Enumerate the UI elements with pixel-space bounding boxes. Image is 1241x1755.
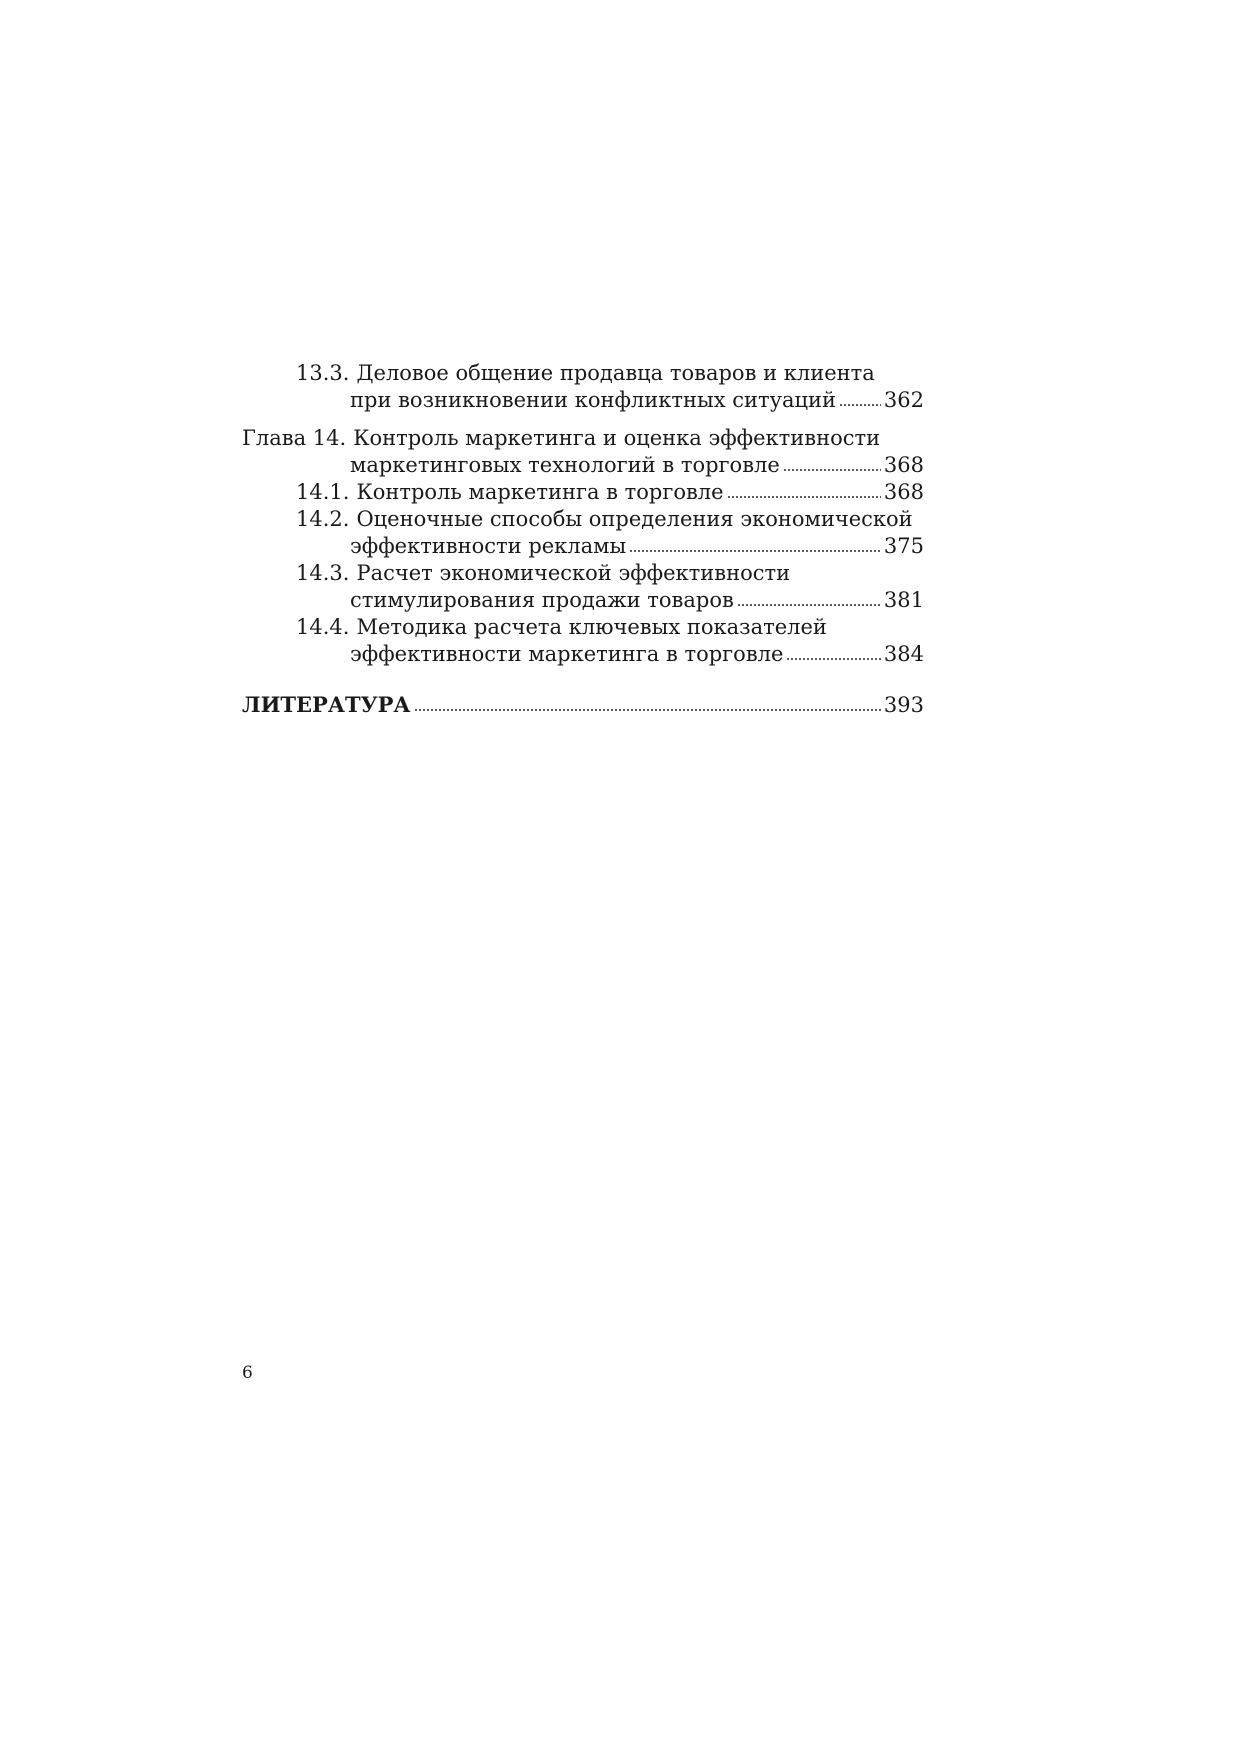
toc-entry-literature: [242, 691, 924, 719]
toc-entry-13-3: [242, 360, 924, 414]
page-number: 6: [242, 1363, 253, 1383]
dot-leader: [414, 698, 881, 712]
dot-leader: [727, 485, 881, 499]
page-ref: 368: [883, 480, 924, 504]
table-of-contents: [242, 360, 924, 719]
section-number: 14.4.: [296, 615, 350, 639]
dot-leader: [783, 458, 881, 472]
chapter-title-line-1: Контроль маркетинга и оценка эффективности: [353, 426, 881, 450]
literature-title: ЛИТЕРАТУРА: [242, 692, 411, 717]
toc-entry-14-1: [242, 479, 924, 506]
dot-leader: [839, 393, 881, 407]
section-number: 14.2.: [296, 507, 350, 531]
toc-entry-14-4: [242, 614, 924, 668]
dot-leader: [786, 647, 880, 661]
section-title-line-2: при возникновении конфликтных ситуаций: [350, 388, 836, 412]
toc-entry-14-2: [242, 506, 924, 560]
page-ref: 362: [883, 388, 924, 412]
section-number: 14.1.: [296, 480, 350, 504]
toc-entry-chapter-14: [242, 425, 924, 479]
section-title-line-1: Расчет экономической эффективности: [356, 561, 791, 585]
chapter-title-line-2: маркетинговых технологий в торговле: [350, 453, 780, 477]
page-ref: 384: [883, 642, 924, 666]
section-number: 14.3.: [296, 561, 350, 585]
section-title-line-1: Методика расчета ключевых показателей: [356, 615, 827, 639]
chapter-number: Глава 14.: [242, 426, 347, 450]
page-ref: 393: [883, 693, 924, 717]
dot-leader: [737, 593, 881, 607]
section-title-line-2: эффективности рекламы: [350, 534, 627, 558]
section-title-line-2: эффективности маркетинга в торговле: [350, 642, 784, 666]
page-ref: 381: [883, 588, 924, 612]
page-ref: 368: [883, 453, 924, 477]
page-ref: 375: [883, 534, 924, 558]
section-number: 13.3.: [296, 361, 350, 385]
section-title-line-1: Оценочные способы определения экономической: [356, 507, 913, 531]
section-title-line-2: стимулирования продажи товаров: [350, 588, 734, 612]
section-title-line-1: Деловое общение продавца товаров и клиента: [356, 361, 875, 385]
toc-entry-14-3: [242, 560, 924, 614]
dot-leader: [629, 539, 881, 553]
section-title: Контроль маркетинга в торговле: [356, 480, 724, 504]
